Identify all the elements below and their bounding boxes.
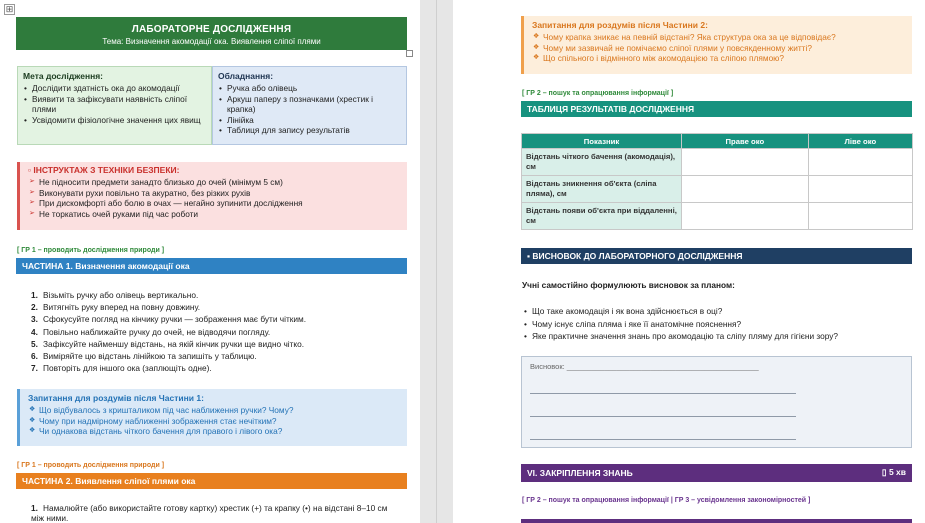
lab-header xyxy=(16,17,407,50)
section6-group-tag: [ ГР 2 – пошук та опрацювання інформації | ГР 3 – усвідомлення закономірностей ] xyxy=(522,497,811,504)
part1-questions-box xyxy=(17,389,407,446)
table-cell-right-eye[interactable] xyxy=(682,203,809,230)
note-line xyxy=(530,393,796,394)
table-row xyxy=(522,176,913,203)
part1-questions-list xyxy=(28,405,399,437)
part2-questions-title: Запитання для роздумів після Частини 2: xyxy=(532,20,708,30)
equipment-item: • Таблиця для запису результатів xyxy=(218,125,401,136)
equipment-item: • Аркуш паперу з позначками (хрестик і крапка) xyxy=(218,94,401,115)
section6-title-bar xyxy=(521,464,912,482)
row-label: Відстань зникнення об'єкта (сліпа пляма), см xyxy=(522,176,682,203)
column-header: Праве око xyxy=(682,134,809,149)
section6-title: VI. ЗАКРІПЛЕННЯ ЗНАНЬ xyxy=(527,468,633,478)
goals-title: Мета дослідження: xyxy=(23,71,104,81)
safety-item: ➢ Не торкатись очей руками під час роботи xyxy=(28,209,399,220)
equipment-box xyxy=(212,66,407,145)
goal-item: • Виявити та зафіксувати наявність сліпої плями xyxy=(23,94,206,115)
part2-group-tag: [ ГР 1 – проводить дослідження природи ] xyxy=(17,462,165,469)
table-move-handle-icon[interactable]: ⊞ xyxy=(5,4,14,14)
column-header: Ліве око xyxy=(808,134,912,149)
equipment-title: Обладнання: xyxy=(218,71,274,81)
step-item: 5. Зафіксуйте найменшу відстань, на якій кінчик ручки ще видно чітко. xyxy=(31,338,305,349)
section6-time: ▯ 5 хв xyxy=(881,467,906,477)
safety-item: ➢ При дискомфорті або болю в очах — негайно зупинити дослідження xyxy=(28,198,399,209)
step-item: 7. Повторіть для іншого ока (заплющіть одне). xyxy=(31,363,212,374)
results-group-tag: [ ГР 2 – пошук та опрацювання інформації ] xyxy=(522,90,674,97)
conclusion-title-bar: ▪ ВИСНОВОК ДО ЛАБОРАТОРНОГО ДОСЛІДЖЕННЯ xyxy=(521,248,912,264)
part2-questions-box xyxy=(521,16,912,74)
part1-questions-title: Запитання для роздумів після Частини 1: xyxy=(28,393,204,403)
table-row xyxy=(522,203,913,230)
step-item: 1. Візьміть ручку або олівець вертикально. xyxy=(31,290,199,300)
question-item: ❖ Чому крапка зникає на певній відстані? Яка структура ока за це відповідає? xyxy=(532,32,904,43)
conclusion-notes-box[interactable] xyxy=(521,356,912,448)
part1-steps xyxy=(31,289,401,374)
plan-item: • Чому існує сліпа пляма і яке її анатомічне пояснення? xyxy=(523,318,913,331)
safety-title: ▫ ІНСТРУКТАЖ З ТЕХНІКИ БЕЗПЕКИ: xyxy=(28,165,180,175)
equipment-list xyxy=(218,83,401,136)
note-line xyxy=(530,416,796,417)
question-item: ❖ Що спільного і відмінного між акомодацією та сліпою плямою? xyxy=(532,53,904,64)
row-label: Відстань появи об'єкта при віддаленні, см xyxy=(522,203,682,230)
goals-box xyxy=(17,66,212,145)
step-item: 4. Повільно наближайте ручку до очей, не відводячи погляду. xyxy=(31,326,271,337)
goals-list xyxy=(23,83,206,125)
question-item: ❖ Чому ми зазвичай не помічаємо сліпої плями у повсякденному житті? xyxy=(532,43,904,54)
document-page-left xyxy=(0,0,420,523)
step-item: 6. Виміряйте цю відстань лінійкою та запишіть у таблицю. xyxy=(31,351,257,362)
question-item: ❖ Чи однакова відстань чіткого бачення для правого і лівого ока? xyxy=(28,426,399,437)
lab-title: ЛАБОРАТОРНЕ ДОСЛІДЖЕННЯ xyxy=(131,24,292,35)
part2-title-bar: ЧАСТИНА 2. Виявлення сліпої плями ока xyxy=(16,473,407,489)
table-cell-right-eye[interactable] xyxy=(682,149,809,176)
step-item: 1. Намалюйте (або використайте готову картку) хрестик (+) та крапку (•) на відстані 8–10 см між ними. xyxy=(31,503,388,523)
question-item: ❖ Чому при надмірному наближенні зображення стає нечітким? xyxy=(28,416,399,427)
safety-item: ➢ Виконувати рухи повільно та акуратно, без різких рухів xyxy=(28,188,399,199)
column-header: Показник xyxy=(522,134,682,149)
goal-item: • Усвідомити фізіологічне значення цих явищ xyxy=(23,115,206,126)
conclusion-intro: Учні самостійно формулюють висновок за планом: xyxy=(522,280,735,290)
document-page-right xyxy=(453,0,925,523)
next-section-bar xyxy=(521,519,912,523)
part1-group-tag: [ ГР 1 – проводить дослідження природи ] xyxy=(17,247,165,254)
row-label: Відстань чіткого бачення (акомодація), см xyxy=(522,149,682,176)
equipment-item: • Лінійка xyxy=(218,115,401,126)
safety-item: ➢ Не підносити предмети занадто близько до очей (мінімум 5 см) xyxy=(28,177,399,188)
safety-box xyxy=(17,162,407,230)
question-item: ❖ Що відбувалось з кришталиком під час наближення ручки? Чому? xyxy=(28,405,399,416)
table-row xyxy=(522,149,913,176)
part1-title-bar: ЧАСТИНА 1. Визначення акомодації ока xyxy=(16,258,407,274)
plan-item: • Що таке акомодація і як вона здійснюється в оці? xyxy=(523,305,913,318)
results-table xyxy=(521,133,913,230)
table-cell-left-eye[interactable] xyxy=(808,176,912,203)
equipment-item: • Ручка або олівець xyxy=(218,83,401,94)
note-line xyxy=(530,439,796,440)
table-cell-right-eye[interactable] xyxy=(682,176,809,203)
safety-list xyxy=(28,177,399,219)
table-resize-handle[interactable] xyxy=(406,50,413,57)
plan-item: • Яке практичне значення знань про акомодацію та сліпу пляму для гігієни зору? xyxy=(523,330,913,343)
page-divider xyxy=(436,0,437,523)
part2-questions-list xyxy=(532,32,904,64)
goal-item: • Дослідити здатність ока до акомодації xyxy=(23,83,206,94)
table-cell-left-eye[interactable] xyxy=(808,203,912,230)
step-item: 2. Витягніть руку вперед на повну довжину. xyxy=(31,302,201,313)
notes-label: Висновок: ______________________________________________ xyxy=(530,362,759,371)
conclusion-plan-list xyxy=(523,305,913,343)
step-item: 3. Сфокусуйте погляд на кінчику ручки — зображення має бути чітким. xyxy=(31,314,307,325)
table-header-row xyxy=(522,134,913,149)
part2-steps xyxy=(31,503,401,523)
results-title-bar: ТАБЛИЦЯ РЕЗУЛЬТАТІВ ДОСЛІДЖЕННЯ xyxy=(521,101,912,117)
lab-subtitle: Тема: Визначення акомодації ока. Виявлення сліпої плями xyxy=(102,37,321,46)
table-cell-left-eye[interactable] xyxy=(808,149,912,176)
